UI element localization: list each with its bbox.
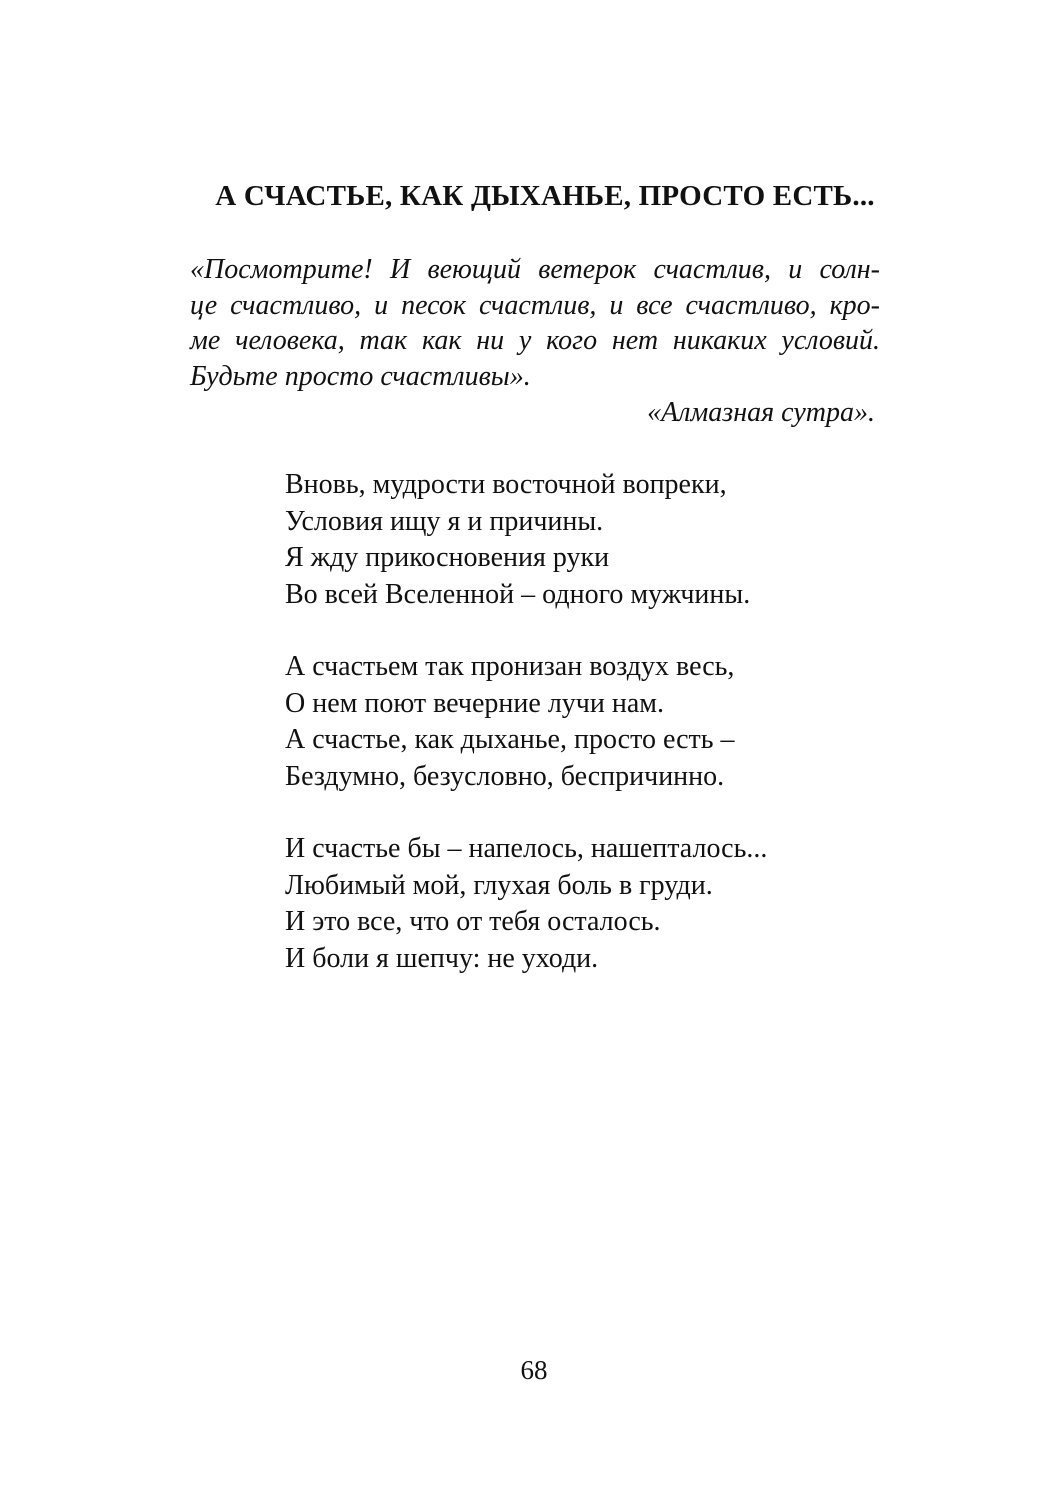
poem-line: И счастье бы – напелось, нашепталось... [285, 833, 768, 864]
poem-line: Условия ищу я и причины. [285, 505, 604, 537]
poem-line: Я жду прикосновения руки [285, 542, 610, 573]
page-number: 68 [520, 1355, 548, 1385]
poem-line: Вновь, мудрости восточной вопреки, [285, 469, 727, 500]
poem-line: Во всей Вселенной – одного мужчины. [285, 578, 751, 610]
epigraph-source: «Алмазная сутра». [647, 397, 875, 428]
poem-line: А счастье, как дыханье, просто есть – [285, 724, 735, 755]
poem-line: Бездумно, безусловно, беспричинно. [285, 760, 725, 792]
stanza [285, 467, 767, 613]
epigraph-line: «Посмотрите! И веющий ветерок счастлив, и солн- [190, 254, 880, 285]
epigraph-line: Будьте просто счастливы». [190, 360, 531, 392]
epigraph-line: це счастливо, и песок счастлив, и все счастливо, кро- [190, 289, 880, 321]
epigraph [190, 252, 880, 394]
stanza [285, 831, 767, 977]
poem-title: А СЧАСТЬЕ, КАК ДЫХАНЬЕ, ПРОСТО ЕСТЬ... [215, 180, 875, 212]
poem-line: Любимый мой, глухая боль в груди. [285, 869, 713, 901]
poem-line: И боли я шепчу: не уходи. [285, 942, 599, 974]
poem-line: О нем поют вечерние лучи нам. [285, 687, 664, 719]
poem-line: А счастьем так пронизан воздух весь, [285, 651, 735, 682]
poem-line: И это все, что от тебя осталось. [285, 906, 661, 937]
stanza [285, 649, 767, 795]
poem-body [285, 467, 767, 1013]
epigraph-line: ме человека, так как ни у кого нет никаких условий. [190, 325, 880, 356]
